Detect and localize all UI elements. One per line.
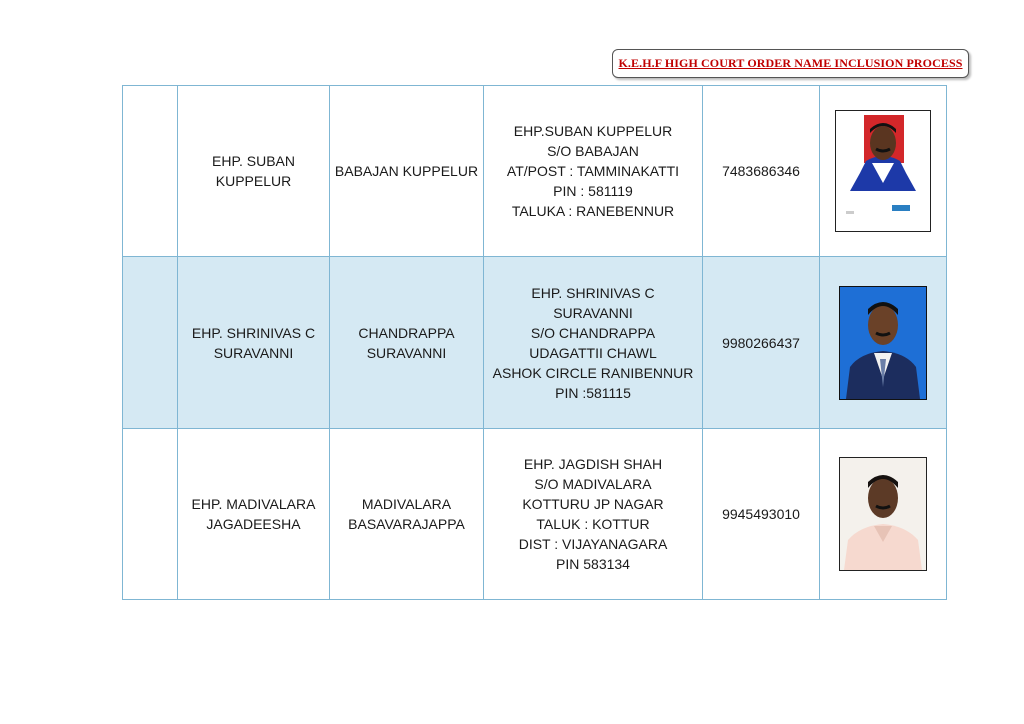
phone-number: 9945493010 xyxy=(703,429,820,600)
table-row xyxy=(123,86,947,257)
member-photo xyxy=(839,457,927,571)
member-name: EHP. MADIVALARA JAGADEESHA xyxy=(178,429,330,600)
father-name: CHANDRAPPA SURAVANNI xyxy=(330,257,484,429)
document-title-box xyxy=(612,49,969,78)
serial-cell xyxy=(123,86,178,257)
address-line: PIN : 581119 xyxy=(553,183,633,199)
address-line: TALUKA : RANEBENNUR xyxy=(511,203,675,219)
phone-number: 7483686346 xyxy=(703,86,820,257)
photo-cell xyxy=(820,429,947,600)
address-line: TALUK : KOTTUR xyxy=(536,516,650,532)
address-line: ASHOK CIRCLE RANIBENNUR xyxy=(492,364,694,381)
photo-cell xyxy=(820,86,947,257)
serial-cell xyxy=(123,257,178,429)
father-name: MADIVALARA BASAVARAJAPPA xyxy=(330,429,484,600)
address-cell xyxy=(484,86,703,257)
address-line: SURAVANNI xyxy=(553,304,633,321)
document-title: K.E.H.F HIGH COURT ORDER NAME INCLUSION PROCESS xyxy=(618,56,963,70)
address-line: S/O CHANDRAPPA xyxy=(530,324,656,341)
address-line: KOTTURU JP NAGAR xyxy=(522,496,664,512)
father-name: BABAJAN KUPPELUR xyxy=(330,86,484,257)
table-row xyxy=(123,429,947,600)
serial-cell xyxy=(123,429,178,600)
member-table xyxy=(122,85,947,600)
table-row xyxy=(123,257,947,429)
address-line: EHP.SUBAN KUPPELUR xyxy=(513,123,673,139)
member-name: EHP. SHRINIVAS C SURAVANNI xyxy=(178,257,330,429)
member-photo xyxy=(835,110,931,232)
address-line: EHP. JAGDISH SHAH xyxy=(523,456,663,472)
address-cell xyxy=(484,257,703,429)
address-line: PIN :581115 xyxy=(555,384,631,401)
member-name: EHP. SUBAN KUPPELUR xyxy=(178,86,330,257)
address-cell xyxy=(484,429,703,600)
address-line: DIST : VIJAYANAGARA xyxy=(518,536,668,552)
member-photo xyxy=(839,286,927,400)
address-line: EHP. SHRINIVAS C xyxy=(531,284,655,301)
phone-number: 9980266437 xyxy=(703,257,820,429)
address-line: UDAGATTII CHAWL xyxy=(529,344,657,361)
address-line: PIN 583134 xyxy=(556,556,630,572)
address-line: S/O BABAJAN xyxy=(547,143,639,159)
address-line: AT/POST : TAMMINAKATTI xyxy=(506,163,680,179)
address-line: S/O MADIVALARA xyxy=(534,476,652,492)
photo-cell xyxy=(820,257,947,429)
